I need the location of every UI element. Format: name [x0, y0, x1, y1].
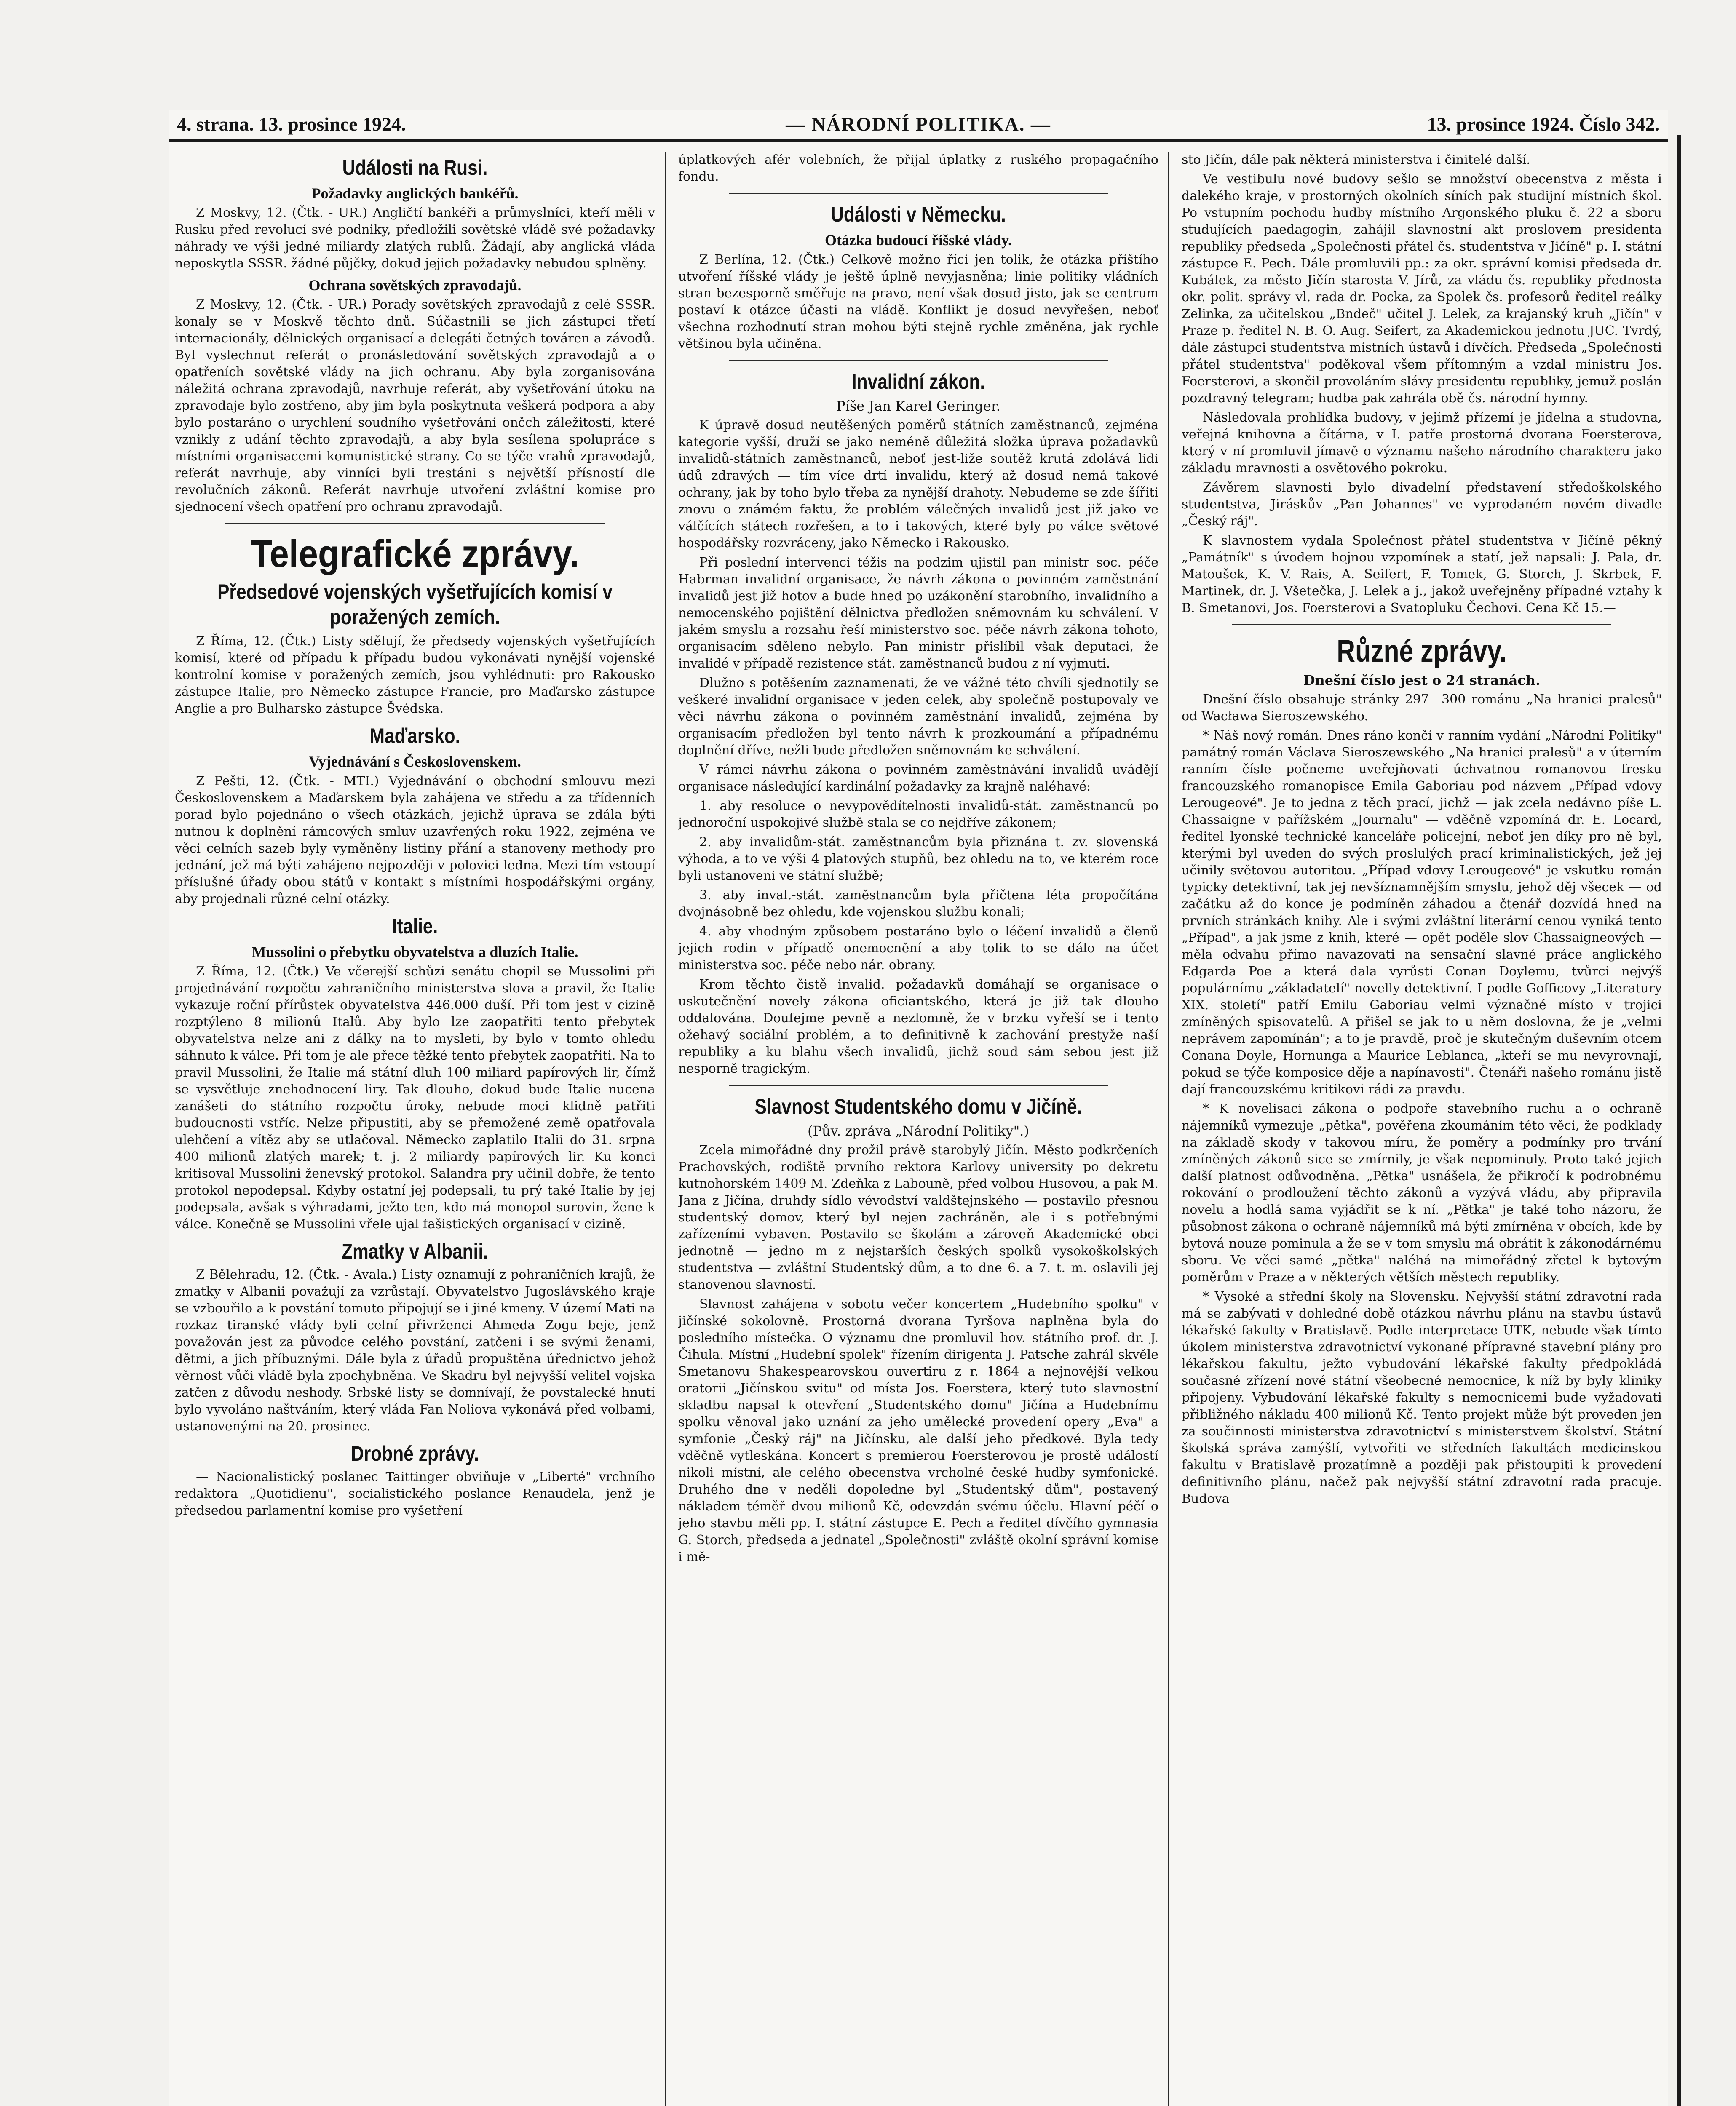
- country-heading: Italie.: [392, 914, 438, 938]
- article-paragraph: * Náš nový román. Dnes ráno končí v ranním vydání „Národní Politiky" památný román Václava Sieroszewského „Na hranici pralesů" a v úterním ranním čísle počneme uveřejňovati úchvatnou romanovou fresku francouzského romanopisce Emila Gaboriau pod názvem „Případ vdovy Lerougeové". Je to jedna z těch prací, jichž — jak zcela nedávno píše L. Chassaigne v pařížském „Journalu" — vděčně vzpomíná dr. E. Locard, ředitel lyonské technické kanceláře policejní, neboť jen díky pro ně byl, kterými byl uveden do svých proslulých prací kriminalistických, jež jej učinily světovou autoritou. „Případ vdovy Lerougeové" je vskutku román typicky detektivní, tak jej nevšíznamnějším smyslu, jehož děj všecek — od začátku až do konce je podmíněn záhadou a čtenář dozvídá hned na prvních stránkách knihy. Ale i svými zvláštní literární cenou vyniká tento „Případ", a jak jsme z knih, které — opět poděle slov Chassaigneových — měla odvahu přímo navazovati na sensační slavné práce anglického Edgarda Poe a která dala vyrůsti Conan Doylemu, tvůrci nejvýš populárnímu „základatelí" novelly detektivní. I podle Gofficovy „Literatury XIX. století" patří Emilu Gaboriau velmi význačné místo v trojici zmíněných spisovatelů. A přišel se jak to u něm doslovna, že je „velmi neprávem zapomínán"; a to je pravdě, proč je skutečným duševním otcem Conana Doyle, Hornunga a Maurice Leblanca, „kteří se mu nevyrovnají, pokud se týče komposice děje a napínavosti". Čtenáři našeho románu jistě dají francouzskému kritikovi rádi za pravdu.: [1182, 728, 1662, 1097]
- article-headline: Slavnost Studentského domu v Jičíně.: [754, 1095, 1082, 1118]
- newspaper-page: [169, 110, 1668, 2106]
- article-subheadline: Vyjednávání s Československem.: [309, 753, 521, 770]
- article-paragraph: — Nacionalistický poslanec Taittinger obviňuje v „Liberté" vrchního redaktora „Quotidienu", socialistického poslance Renaudela, jenž je předsedou parlamentní komise pro vyšetření: [175, 1470, 655, 1518]
- header-left: 4. strana. 13. prosince 1924.: [177, 113, 406, 135]
- article-subheadline: Požadavky anglických bankéřů.: [311, 185, 519, 202]
- page-header: [169, 110, 1668, 142]
- article-paragraph: 2. aby invalidům-stát. zaměstnancům byla přiznána t. zv. slovenská výhoda, a to ve výši 4 platových stupňů, bez ohledu na to, ve kterém roce byli ustanoveni ve státní službě;: [678, 835, 1158, 883]
- article-paragraph: Z Říma, 12. (Čtk.) Ve včerejší schůzi senátu chopil se Mussolini při projednávání rozpočtu zahraničního ministerstva slova a pravil, že Italie vykazuje roční přírůstek obyvatelstva 446.000 duší. Při tom jest v cizině rozptýleno 8 milionů Italů. Aby bylo lze zaopatřiti tento přebytek obyvatelstva nelze ani z dálky na to mysleti, by bylo v tomto ohledu sáhnuto k válce. Při tom je ale přece těžké tento přebytek zaopatřiti. Na to pravil Mussolini, že Italie má státní dluh 100 miliard papírových lir, čímž se vysvětluje znehodnocení liry. Tak dlouho, dokud bude Italie nucena zanášeti do státního rozpočtu úroky, nebude moci klidně patřiti budoucnosti vstříc. Nelze připustiti, aby se přemožené země opatřovala ulehčení a vítěz aby se utlačoval. Německo zaplatilo Italii do 31. srpna 400 milionů zlatých marek; t. j. 2 miliardy papírových lir. Ku konci kritisoval Mussolini ženevský protokol. Salandra pry učinil dobře, že tento protokol nepodepsal. Kdyby ostatní jej podepsali, tu prý také Italie by jej podepsala, avšak s výhradami, ježto ten, kdo má monopol surovin, žene k válce. Konečně se Mussolini vřele ujal fašistických organisací v cizině.: [175, 964, 655, 1232]
- article-paragraph: 4. aby vhodným způsobem postaráno bylo o léčení invalidů a členů jejich rodin v případě onemocnění a aby tolik to se dálo na účet ministerstva soc. péče nebo nár. obrany.: [678, 924, 1158, 973]
- source-note: (Pův. zpráva „Národní Politiky".): [808, 1123, 1029, 1139]
- section-divider: [225, 523, 605, 524]
- article-paragraph: Z Berlína, 12. (Čtk.) Celkově možno říci jen tolik, že otázka příštího utvoření říšské vlády je ještě úplně nevyjasněna; linie politiky vládních stran bezesporně směřuje na pravo, není však dosud jisto, jak se centrum postaví k otázce účasti na vládě. Konflikt je dosud nevyřešen, neboť všechna rozhodnutí stran mohou býti stejně rychle změněna, jak rychle většinou byla učiněna.: [678, 252, 1158, 351]
- column-3: [1182, 152, 1662, 2106]
- article-paragraph: Závěrem slavnosti bylo divadelní představení středoškolského studentstva, Jiráskův „Pan Johannes" ve vyprodaném novém divadle „Český ráj".: [1182, 480, 1662, 529]
- article-paragraph: Z Bělehradu, 12. (Čtk. - Avala.) Listy oznamují z pohraničních krajů, že zmatky v Albanii považují za vzrůstají. Obyvatelstvo Jugoslávského kraje se vzbouřilo a k povstání tomuto připojují se i jiné kmeny. V území Mati na rozkaz tiranské vlády byli celní přivrženci Ahmeda Zogu beje, jenž považován jest za původce celého povstání, zatčeni i se svými ženami, dětmi, a jich příbuznými. Dále byla z úřadů propuštěna úřednictvo jehož věrnost vůči vládě byla zpochybněna. Ve Skadru byl nejvyšší velitel vojska zatčen z důvodu neshody. Srbské listy se domnívají, že povstalecké hnutí bylo vyvoláno naštváním, který vláda Fan Noliova vykonává před volbami, ustanovenými na 20. prosinec.: [175, 1267, 655, 1434]
- article-paragraph: Z Moskvy, 12. (Čtk. - UR.) Angličtí bankéři a průmyslníci, kteří měli v Rusku před revolucí své podniky, předložili sovětské vládě své požadavky náhrady ve výši jedné miliardy zlatých rublů. Žádají, aby anglická vláda neposkytla SSSR. žádné půjčky, dokud jejich požadavky nebudou splněny.: [175, 206, 655, 271]
- article-headline: Invalidní zákon.: [851, 370, 985, 393]
- header-right: 13. prosince 1924. Číslo 342.: [1427, 113, 1660, 135]
- article-paragraph: 3. aby inval.-stát. zaměstnancům byla přičtena léta propočítána dvojnásobně bez ohledu, kde vojenskou službu konali;: [678, 888, 1158, 919]
- article-subheadline: Mussolini o přebytku obyvatelstva a dluzích Italie.: [251, 943, 578, 960]
- page-edge-shadow: [1677, 135, 1681, 2106]
- article-paragraph: * K novelisaci zákona o podpoře stavebního ruchu a o ochraně nájemníků vymezuje „pětka", pověřena zkoumáním této věci, že podklady na základě skody v takovou míru, že poměry a podmínky pro trvání zmíněných zákonů sice se zmírnily, je však nepominuly. Proto také jejich další platnost odůvodněna. „Pětka" usnášela, že přikročí k podrobnému rokování o prodloužení těchto zákonů a vyzývá vládu, aby připravila novelu a hodlá sama vyjádřit se k ní. „Pětka" je také toho názoru, že působnost zákona o ochraně nájemníků má býti zmírněna v obcích, kde by bytová nouze pominula a že se v tom smyslu má obrátit k zákonodárnému sboru. Ve věci samé „pětka" naléhá na mimořádný zřetel k bytovým poměrům v Praze a v některých větších městech republiky.: [1182, 1101, 1662, 1285]
- column-2: [678, 152, 1158, 2106]
- article-paragraph: Dlužno s potěšením zaznamenati, že ve vážné této chvíli sjednotily se veškeré invalidní organisace v jeden celek, aby společně postupovaly ve věci návrhu zákona o povinném zaměstnání invalidů, zejména by organisacím předložen byl tento návrh k prozkoumání a případnému doplnění dříve, nežli bude předložen sněmovnám ke schválení.: [678, 676, 1158, 758]
- column-1: [175, 152, 655, 2106]
- issue-note: Dnešní číslo jest o 24 stranách.: [1303, 672, 1541, 688]
- column-divider: [1168, 152, 1169, 2106]
- article-paragraph: * Vysoké a střední školy na Slovensku. Nejvyšší státní zdravotní rada má se zabývati v dohledné době otázkou návrhu plánu na stavbu ústavů lékařské fakulty v Bratislavě. Podle interpretace ÚTK, nebude však tímto úkolem ministerstva zdravotnictví vykonané přípravné stavební plány pro lékařskou fakultu, ježto vybudování lékařské fakulty předpokládá současné zřízení nové státní všeobecné nemocnice, k níž by byly kliniky připojeny. Vybudování lékařské fakulty s nemocnicemi bude vyžadovati přibližného nákladu 400 milionů Kč. Tento projekt může být proveden jen za součinnosti ministerstva zdravotnictví s ministerstvem školství. Státní školská správa zamýšlí, vytvořiti ve středních fakultách medicinskou fakultu v Bratislavě prozatímně a později pak přistoupiti k provedení definitivního plánu, načež pak nejvyšší státní zdravotní rada pracuje. Budova: [1182, 1289, 1662, 1506]
- section-divider: [729, 193, 1108, 194]
- section-headline: Telegrafické zprávy.: [251, 532, 579, 575]
- author-byline: Píše Jan Karel Geringer.: [836, 398, 1000, 414]
- article-paragraph: K úpravě dosud neutěšených poměrů státních zaměstnanců, zejména kategorie vyšší, druží se jako neméně důležitá složka úprava požadavků invalidů-státních zaměstnanců, neboť jest-liže soutěž krutá zdolává lidi údů zdravých — tím více drtí invalidu, který až dosud nemá takové ochrany, jak by toho bylo třeba za nynější drahoty. Nebudeme se zde šířiti znovu o známém faktu, že problém válečných invalidů jest již jako ve válčících státech rozřešen, a to i takových, které byly po válce světové hospodářsky rozvráceny, jako Německo i Rakousko.: [678, 418, 1158, 551]
- article-paragraph: sto Jičín, dále pak některá ministerstva i činitelé další.: [1182, 152, 1530, 167]
- article-headline: Předsedové vojenských vyšetřujících komisí v poražených zemích.: [217, 580, 613, 629]
- column-divider: [665, 152, 666, 2106]
- article-headline: Zmatky v Albanii.: [342, 1240, 488, 1263]
- masthead-title: — NÁRODNÍ POLITIKA. —: [786, 113, 1051, 135]
- article-paragraph: Z Říma, 12. (Čtk.) Listy sdělují, že předsedy vojenských vyšetřujících komisí, které od případu k případu budou vykonávati nynější vojenské kontrolní komise v poražených zemích, jsou vyhlédnuti: pro Rakousko zástupce Italie, pro Německo zástupce Francie, pro Maďarsko zástupce Anglie a pro Bulharsko zástupce Švédska.: [175, 634, 655, 716]
- article-paragraph: Z Moskvy, 12. (Čtk. - UR.) Porady sovětských zpravodajů z celé SSSR. konaly se v Moskvě těchto dnů. Súčastnili se jich zástupci třetí internacionály, dělnických organisací a delegáti četných továren a závodů. Byl vyslechnut referát o pronásledování sovětských zpravodajů a o opatřeních sovětské vlády na jich ochranu. Aby byla zorganisována náležitá ochrana zpravodajů, navrhuje referát, aby vyšetřování útoku na zpravodaje bylo zostřeno, aby jim byla poskytnuta veškerá podpora a aby bylo postaráno o urychlení soudního vyšetřování ončch záležitostí, které vznikly z udání těchto zpravodajů, a aby byla sesílena spolupráce s místními organisacemi komunistické strany. Co se týče vrahů zpravodajů, referát navrhuje, aby vinníci byli trestáni s největší přísností dle revolučních zákonů. Referát navrhuje utvoření zvláštní komise pro sjednocení všech opatření pro ochranu zpravodajů.: [175, 297, 655, 514]
- article-subheadline: Ochrana sovětských zpravodajů.: [308, 277, 522, 294]
- article-paragraph: úplatkových afér volebních, že přijal úplatky z ruského propagačního fondu.: [678, 152, 1158, 184]
- article-paragraph: Slavnost zahájena v sobotu večer koncertem „Hudebního spolku" v jičínské sokolovně. Prostorná dvorana Tyršova naplněna byla do posledního místečka. O významu dne promluvil hov. státního prof. dr. J. Čihula. Místní „Hudební spolek" řízením dirigenta J. Patsche zahrál skvěle Smetanovu Shakespearovskou ouvertiru z r. 1864 a nejnovější velkou oratorii „Jičínskou svitu" od místa Jos. Foerstera, který tuto slavnostní skladbu napsal k otevření „Studentského domu" Jičína a Hudebnímu spolku věnoval jako uznání za jeho umělecké provedení opery „Eva" a symfonie „Český ráj" na Jičínsku, ale další jeho předkové. Byla tedy vděčně vytleskána. Koncert s premierou Foersterovou je prostě událostí nikoli místní, ale celého obecenstva vrcholné české hudby symfonické. Druhého dne v neděli dopoledne byl „Studentský dům", postavený nákladem téměř dvou milionů Kč, odevzdán svému účelu. Hlavní péčí o jeho stavbu měli pp. I. státní zástupce E. Pech a ředitel dívčího gymnasia G. Storch, předseda a jednatel „Společnosti" zvláště okolní správní komise i mě-: [678, 1297, 1158, 1564]
- article-paragraph: V rámci návrhu zákona o povinném zaměstnávání invalidů uvádějí organisace následující kardinální požadavky za krajně naléhavé:: [678, 762, 1158, 794]
- article-headline: Události na Rusi.: [342, 156, 488, 179]
- article-paragraph: Dnešní číslo obsahuje stránky 297—300 románu „Na hranici pralesů" od Wacława Sieroszewského.: [1182, 692, 1662, 724]
- country-heading: Maďarsko.: [369, 724, 460, 748]
- article-paragraph: Ve vestibulu nové budovy sešlo se množství obecenstva z města i dalekého kraje, v prostorných okolních síních pak studijní místních škol. Po vstupním pochodu hudby místního Argonského pluku č. 22 a sboru studujících paedagogin, zahájil slavnostní akt proslovem presidenta republiky předseda „Společnosti přátel čs. studentstva v Jičíně" p. I. státní zástupce E. Pech. Dále promluvili pp.: za okr. správní komisi předseda dr. Kubálek, za město Jičín starosta V. Jírů, za vládu čs. republiky přednosta okr. polit. správy vl. rada dr. Pocka, za Spolek čs. profesorů ředitel reálky Zelinka, za učitelskou „Bndeč" učitel J. Lelek, za krajanský kruh „Jičín" v Praze p. ředitel N. B. O. Aug. Seifert, za Akademickou jednotu JUC. Tvrdý, dále zástupci studentstva místních ústavů i dívčích. Předseda „Společnosti přátel studentstva" poděkoval všem přítomným a vzdal ministru Jos. Foersterovi, a skončil provoláním slávy presidentu republiky, jemuž poslán pozdravný telegram; hudba pak zahrála obě čs. národní hymny.: [1182, 172, 1662, 406]
- article-paragraph: 1. aby resoluce o nevypovědítelnosti invalidů-stát. zaměstnanců po jednoroční uspokojivé službě stala se co nejdříve zákonem;: [678, 799, 1158, 830]
- article-paragraph: K slavnostem vydala Společnost přátel studentstva v Jičíně pěkný „Památník" s úvodem hojnou vzpomínek a statí, jež napsali: J. Pala, dr. Matoušek, K. V. Rais, A. Seifert, F. Tomek, G. Storch, J. Skrbek, F. Martinek, dr. J. Všetečka, J. Lelek a j., jakož uveřejněny případné vztahy k B. Smetanovi, Jos. Foersterovi a Svatopluku Čechovi. Cena Kč 15.—: [1182, 533, 1662, 615]
- article-paragraph: Zcela mimořádné dny prožil právě starobylý Jičín. Město podkrčeních Prachovských, rodiště prvního rektora Karlovy university po dekretu kutnohorském 1409 M. Zdeňka z Labouně, před volbou Husovou, a pak M. Jana z Jičína, druhdy sídlo vévodství valdštejnského — postavilo přesnou studentský domov, který byl nejen zachráněn, ale i s potřebnými zařízeními vybaven. Postavilo se školám a zároveň Akademické obci jednotně — jedno m z nejstarších českých spolků vysokoškolských studentstva — zvláštní Studentský dům, a to dne 6. a 7. t. m. oslavili jej stanovenou slavností.: [678, 1143, 1158, 1292]
- article-paragraph: Při poslední intervenci téžis na podzim ujistil pan ministr soc. péče Habrman invalidní organisace, že návrh zákona o povinném zaměstnání invalidů jest již hotov a bude hned po uzákonění starobního, invalidního a nemocenského pojištění dělnictva předložen sněmovnám ku schválení. V jakém smyslu a rozsahu řeší ministerstvo soc. péče návrh zákona tohoto, organisacím sděleno nebylo. Pan ministr přislíbil však deputaci, že invalidé v případě rezistence stát. zaměstnanců budou z ní vyjmuti.: [678, 555, 1158, 671]
- article-paragraph: Následovala prohlídka budovy, v jejímž přízemí je jídelna a studovna, veřejná knihovna a čítárna, v I. patře prostorná dvorana Foersterova, který v ní promluvil jímavě o významu našeho národního charakteru jako základu mravnosti a osvětového pokroku.: [1182, 410, 1662, 476]
- article-headline: Drobné zprávy.: [351, 1442, 479, 1465]
- article-paragraph: Z Pešti, 12. (Čtk. - MTI.) Vyjednávání o obchodní smlouvu mezi Československem a Maďarskem byla zahájena ve středu a za třídenních porad bylo pojednáno o všech otázkách, jejichž úprava se zdála býti nutnou k doplnění rámcových smluv uzavřených roku 1922, zejména ve věci celních sazeb byly vyměněny listiny přání a stanoveny methody pro jednání, jež má býti zahájeno nejpozději v polovici ledna. Mezi tím vstoupí příslušné úřady obou států v kontakt s místními hospodářskými orgány, aby projednali různé celní otázky.: [175, 774, 655, 906]
- article-subheadline: Otázka budoucí říšské vlády.: [824, 232, 1012, 249]
- section-divider: [729, 1085, 1108, 1086]
- section-divider: [1232, 624, 1611, 625]
- article-paragraph: Krom těchto čistě invalid. požadavků domáhají se organisace o uskutečnění novely zákona oficiantského, která je již tak dlouho oddalována. Doufejme pevně a nezlomně, že v brzku vyřeší se i tento ožehavý sociální problém, a to definitivně k zachování prestyže naší republiky a ku blahu všech invalidů, jichž soud sám sebou jest již nesporně tragickým.: [678, 977, 1158, 1076]
- section-headline: Různé zprávy.: [1337, 633, 1507, 668]
- article-headline: Události v Německu.: [831, 203, 1006, 226]
- section-divider: [729, 360, 1108, 361]
